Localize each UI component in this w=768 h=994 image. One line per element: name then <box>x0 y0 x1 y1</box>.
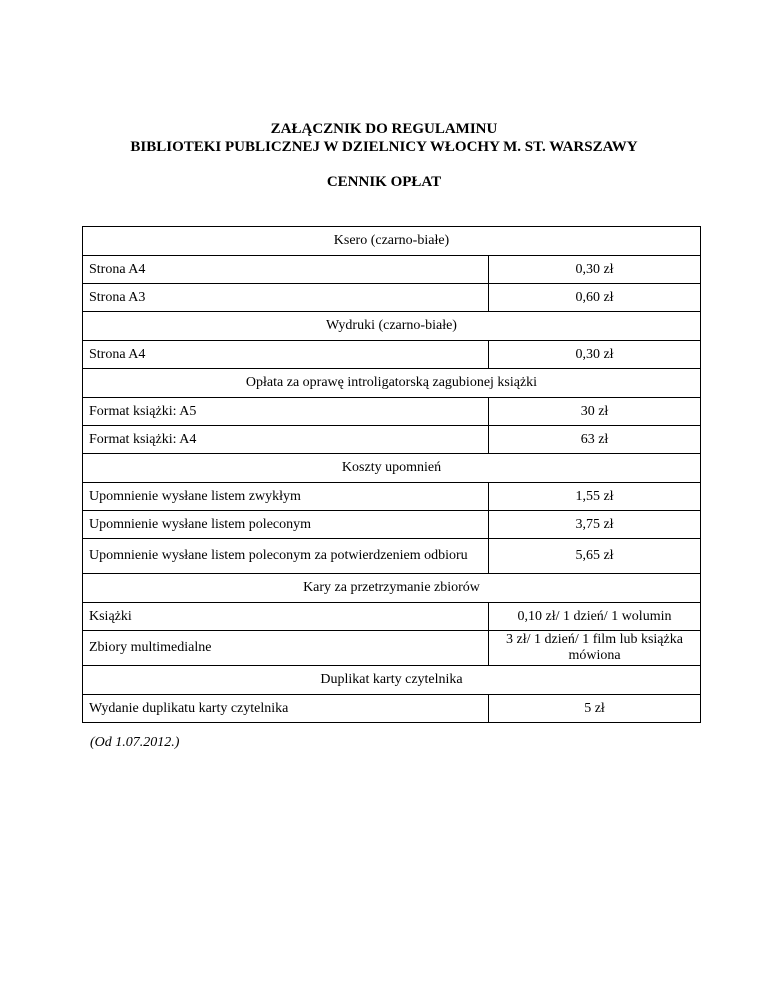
table-row <box>83 398 701 426</box>
fee-label: Książki <box>83 603 489 631</box>
fee-value: 0,30 zł <box>489 341 701 369</box>
section-title-printouts: Wydruki (czarno-białe) <box>83 312 701 341</box>
table-row <box>83 631 701 666</box>
fee-label: Strona A3 <box>83 284 489 312</box>
section-title-card-duplicate: Duplikat karty czytelnika <box>83 666 701 695</box>
fee-value: 0,10 zł/ 1 dzień/ 1 wolumin <box>489 603 701 631</box>
fee-label: Format książki: A4 <box>83 426 489 454</box>
fee-table <box>82 226 701 723</box>
fee-value: 0,30 zł <box>489 256 701 284</box>
section-header-row <box>83 666 701 695</box>
table-row <box>83 483 701 511</box>
fee-value: 0,60 zł <box>489 284 701 312</box>
section-header-row <box>83 574 701 603</box>
fee-label: Zbiory multimedialne <box>83 631 489 666</box>
table-row <box>83 511 701 539</box>
section-header-row <box>83 454 701 483</box>
fee-label: Upomnienie wysłane listem poleconym <box>83 511 489 539</box>
section-title-reminders: Koszty upomnień <box>83 454 701 483</box>
price-list-subtitle: CENNIK OPŁAT <box>326 174 442 190</box>
effective-date-note: (Od 1.07.2012.) <box>90 735 180 750</box>
section-title-binding: Opłata za oprawę introligatorską zagubionej książki <box>83 369 701 398</box>
fee-value: 5,65 zł <box>489 539 701 574</box>
section-header-row <box>83 369 701 398</box>
fee-label: Upomnienie wysłane listem poleconym za potwierdzeniem odbioru <box>83 539 489 574</box>
fee-value: 30 zł <box>489 398 701 426</box>
table-row <box>83 603 701 631</box>
table-row <box>83 695 701 723</box>
section-header-row <box>83 227 701 256</box>
table-row <box>83 539 701 574</box>
table-row <box>83 284 701 312</box>
fee-value: 3,75 zł <box>489 511 701 539</box>
fee-label: Upomnienie wysłane listem zwykłym <box>83 483 489 511</box>
fee-label: Wydanie duplikatu karty czytelnika <box>83 695 489 723</box>
document-title-line-2: BIBLIOTEKI PUBLICZNEJ W DZIELNICY WŁOCHY M. ST. WARSZAWY <box>130 139 638 155</box>
section-title-late-fees: Kary za przetrzymanie zbiorów <box>83 574 701 603</box>
fee-value: 5 zł <box>489 695 701 723</box>
table-row <box>83 256 701 284</box>
section-header-row <box>83 312 701 341</box>
fee-value: 1,55 zł <box>489 483 701 511</box>
document-title-line-1: ZAŁĄCZNIK DO REGULAMINU <box>270 121 498 137</box>
fee-label: Strona A4 <box>83 341 489 369</box>
section-title-copying: Ksero (czarno-białe) <box>83 227 701 256</box>
table-row <box>83 341 701 369</box>
fee-label: Format książki: A5 <box>83 398 489 426</box>
fee-label: Strona A4 <box>83 256 489 284</box>
fee-value: 63 zł <box>489 426 701 454</box>
fee-value: 3 zł/ 1 dzień/ 1 film lub książka mówiona <box>489 631 701 666</box>
table-row <box>83 426 701 454</box>
